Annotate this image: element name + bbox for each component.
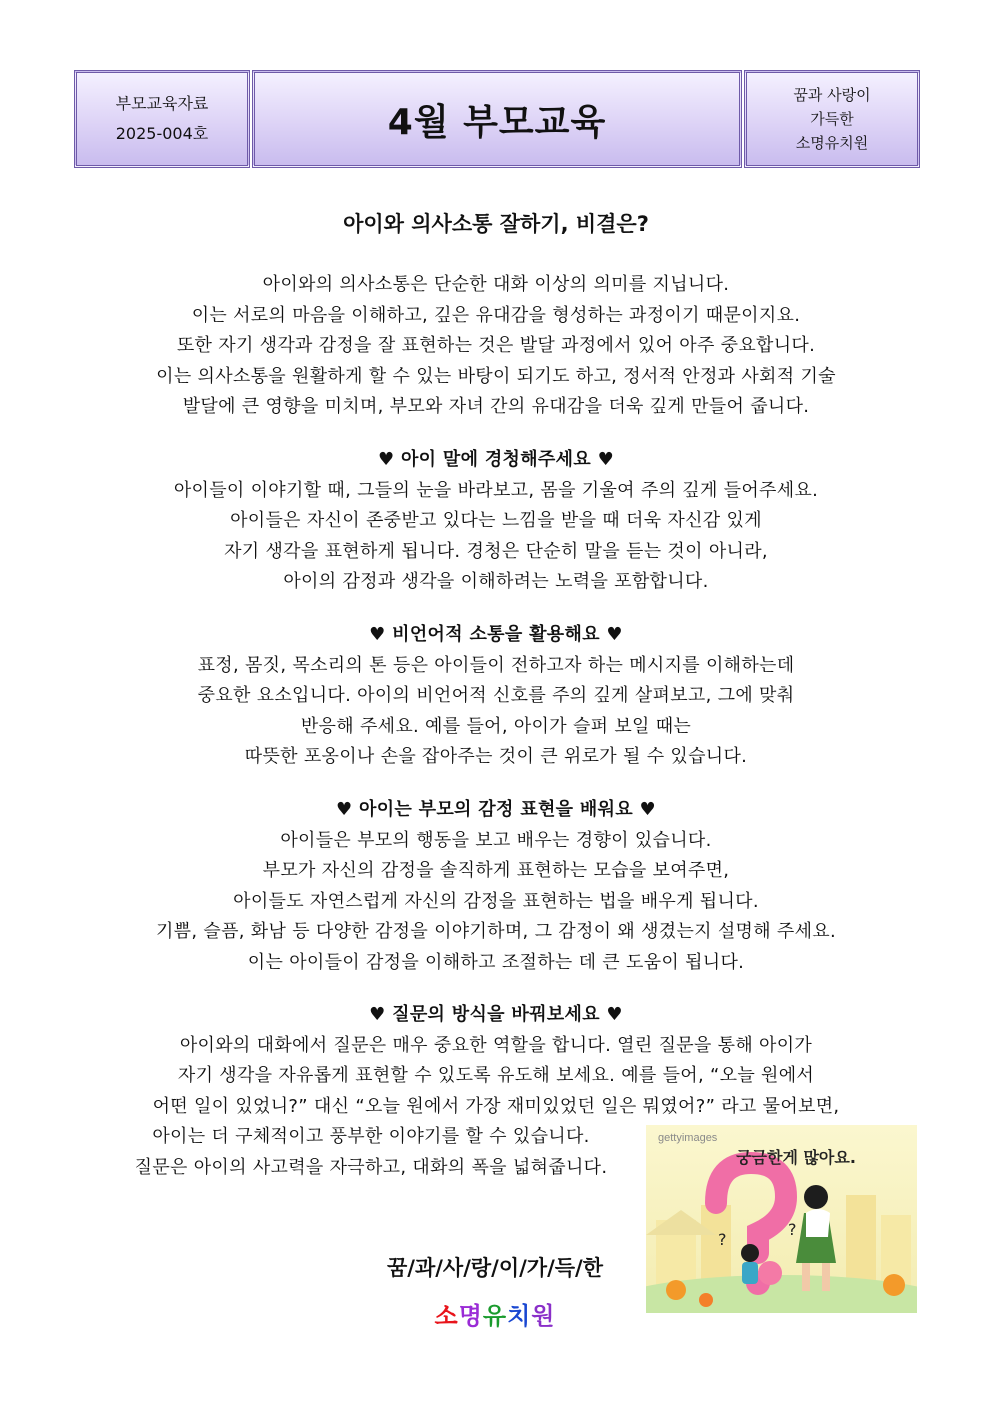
school-slogan-line1: 꿈과 사랑이 (793, 86, 871, 104)
section-listening (40, 445, 952, 598)
issue-label: 부모교육자료 (115, 94, 209, 113)
section-line: 아이와의 대화에서 질문은 매우 중요한 역할을 합니다. 열린 질문을 통해 아이가 (179, 1034, 813, 1056)
section-line: 부모가 자신의 감정을 솔직하게 표현하는 모습을 보여주면, (262, 860, 730, 881)
intro-line: 이는 의사소통을 원활하게 할 수 있는 바탕이 되기도 하고, 정서적 안정과 사회적 기술 (156, 365, 836, 387)
illustration-caption: 궁금한게 많아요. (736, 1148, 856, 1167)
header (74, 70, 920, 168)
main-title: 아이와 의사소통 잘하기, 비결은? (343, 212, 649, 236)
title-box (252, 70, 742, 168)
section-nonverbal (40, 620, 952, 773)
section-line: 아이의 감정과 생각을 이해하려는 노력을 포함합니다. (283, 571, 709, 592)
intro-line: 발달에 큰 영향을 미치며, 부모와 자녀 간의 유대감을 더욱 깊게 만들어 줍니다. (182, 396, 810, 417)
section-line: 아이들도 자연스럽게 자신의 감정을 표현하는 법을 배우게 됩니다. (233, 890, 759, 912)
svg-text:?: ? (788, 1220, 797, 1239)
section-emotion (40, 795, 952, 978)
section-line: 중요한 요소입니다. 아이의 비언어적 신호를 주의 깊게 살펴보고, 그에 맞춰 (197, 685, 795, 706)
intro-line: 또한 자기 생각과 감정을 잘 표현하는 것은 발달 과정에서 있어 아주 중요합니다. (176, 335, 816, 356)
school-box (744, 70, 920, 168)
page-title: 4월 부모교육 (387, 101, 607, 143)
footer-slogan: 꿈/과/사/랑/이/가/득/한 (387, 1256, 603, 1280)
question-mother-child-illustration-icon (646, 1125, 917, 1313)
intro-line: 아이와의 의사소통은 단순한 대화 이상의 의미를 지닙니다. (262, 274, 730, 295)
section-line: 질문은 아이의 사고력을 자극하고, 대화의 폭을 넓혀줍니다. (134, 1156, 608, 1178)
intro-line: 이는 서로의 마음을 이해하고, 깊은 유대감을 형성하는 과정이기 때문이지요. (191, 304, 801, 326)
section-heading: ♥ 아이는 부모의 감정 표현을 배워요 ♥ (336, 799, 656, 820)
section-line: 어떤 일이 있었니?” 대신 “오늘 원에서 가장 재미있었던 일은 뭐였어?” 라고 물어보면, (152, 1095, 840, 1117)
section-heading: ♥ 아이 말에 경청해주세요 ♥ (377, 449, 615, 470)
school-name-char: 원 (531, 1302, 556, 1330)
intro-paragraph (40, 270, 952, 423)
section-line: 이는 아이들이 감정을 이해하고 조절하는 데 큰 도움이 됩니다. (247, 951, 745, 973)
footer-school-name (300, 1296, 690, 1331)
section-line: 자기 생각을 자유롭게 표현할 수 있도록 유도해 보세요. 예를 들어, “오늘 원에서 (177, 1065, 815, 1086)
section-line: 따뜻한 포옹이나 손을 잡아주는 것이 큰 위로가 될 수 있습니다. (244, 746, 748, 767)
issue-number: 2025-004호 (115, 124, 209, 143)
svg-text:?: ? (718, 1230, 727, 1249)
issue-box (74, 70, 250, 168)
section-line: 아이들은 자신이 존중받고 있다는 느낌을 받을 때 더욱 자신감 있게 (230, 510, 762, 531)
section-line: 아이들은 부모의 행동을 보고 배우는 경향이 있습니다. (280, 829, 712, 851)
school-name-char: 명 (458, 1302, 483, 1330)
section-line: 아이는 더 구체적이고 풍부한 이야기를 할 수 있습니다. (152, 1126, 590, 1147)
school-name-char: 소 (434, 1302, 459, 1330)
section-heading: ♥ 비언어적 소통을 활용해요 ♥ (369, 624, 623, 645)
section-heading: ♥ 질문의 방식을 바꿔보세요 ♥ (369, 1004, 623, 1025)
school-name-char: 유 (482, 1302, 508, 1330)
section-line: 반응해 주세요. 예를 들어, 아이가 슬퍼 보일 때는 (300, 715, 692, 737)
school-slogan-line2: 가득한 (810, 110, 854, 128)
section-line: 표정, 몸짓, 목소리의 톤 등은 아이들이 전하고자 하는 메시지를 이해하는데 (197, 654, 795, 676)
school-name: 소명유치원 (795, 134, 869, 152)
watermark: gettyimages (658, 1132, 718, 1144)
section-line: 기쁨, 슬픔, 화남 등 다양한 감정을 이야기하며, 그 감정이 왜 생겼는지 설명해 주세요. (155, 921, 837, 942)
school-name-char: 치 (507, 1302, 532, 1330)
section-line: 아이들이 이야기할 때, 그들의 눈을 바라보고, 몸을 기울여 주의 깊게 들어주세요. (173, 479, 819, 501)
section-line: 자기 생각을 표현하게 됩니다. 경청은 단순히 말을 듣는 것이 아니라, (224, 540, 768, 562)
